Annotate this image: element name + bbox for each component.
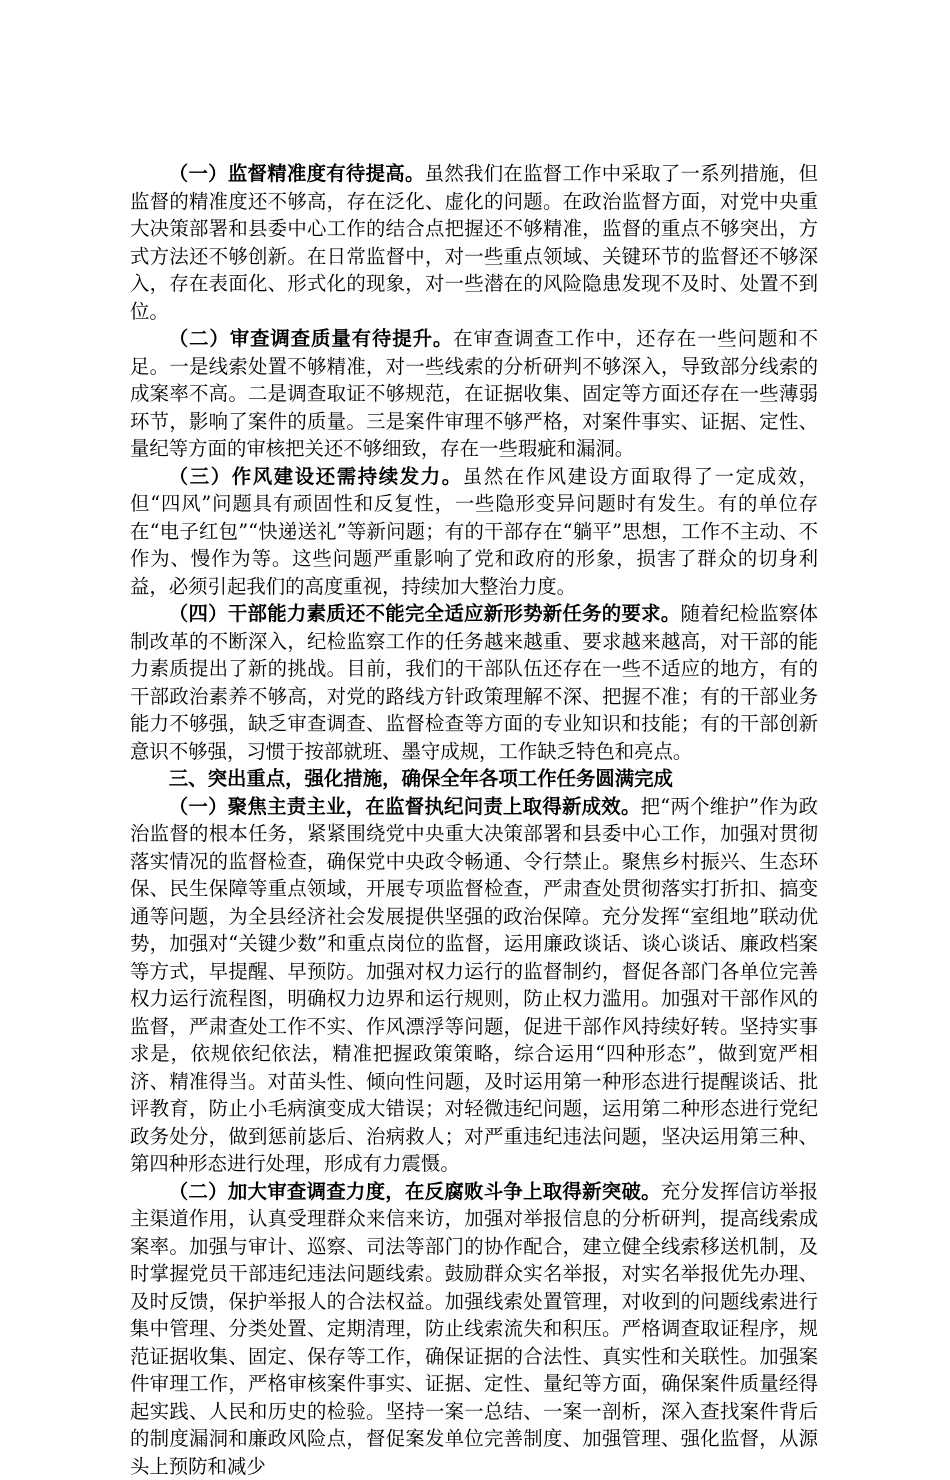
- paragraph-1-heading: （一）监督精准度有待提高。: [169, 162, 425, 185]
- paragraph-2-heading: （二）审查调查质量有待提升。: [169, 327, 453, 350]
- document-page: [130, 160, 818, 1480]
- section-paragraph-1-body: 把“两个维护”作为政治监督的根本任务，紧紧围绕党中央重大决策部署和县委中心工作，加强对贯彻落实情况的监督检查，确保党中央政令畅通、令行禁止。聚焦乡村振兴、生态环保、民生保障等重点领域，开展专项监督检查，严肃查处贯彻落实打折扣、搞变通等问题，为全县经济社会发展提供坚强的政治保障。充分发挥“室组地”联动优势，加强对“关键少数”和重点岗位的监督，运用廉政谈话、谈心谈话、廉政档案等方式，早提醒、早预防。加强对权力运行的监督制约，督促各部门各单位完善权力运行流程图，明确权力边界和运行规则，防止权力滥用。加强对干部作风的监督，严肃查处工作不实、作风漂浮等问题，促进干部作风持续好转。坚持实事求是，依规依纪依法，精准把握政策策略，综合运用“四种形态”，做到宽严相济、精准得当。对苗头性、倾向性问题，及时运用第一种形态进行提醒谈话、批评教育，防止小毛病演变成大错误；对轻微违纪问题，运用第二种形态进行党纪政务处分，做到惩前毖后、治病救人；对严重违纪违法问题，坚决运用第三种、第四种形态进行处理，形成有力震慑。: [130, 795, 818, 1176]
- paragraph-3-body: 虽然在作风建设方面取得了一定成效，但“四风”问题具有顽固性和反复性，一些隐形变异问题时有发生。有的单位存在“电子红包”“快递送礼”等新问题；有的干部存在“躺平”思想，工作不主动、不作为、慢作为等。这些问题严重影响了党和政府的形象，损害了群众的切身利益，必须引起我们的高度重视，持续加大整治力度。: [130, 465, 818, 598]
- paragraph-3-heading: （三）作风建设还需持续发力。: [169, 465, 463, 488]
- section-paragraph-2-body: 充分发挥信访举报主渠道作用，认真受理群众来信来访，加强对举报信息的分析研判，提高线索成案率。加强与审计、巡察、司法等部门的协作配合，建立健全线索移送机制，及时掌握党员干部违纪违法问题线索。鼓励群众实名举报，对实名举报优先办理、及时反馈，保护举报人的合法权益。加强线索处置管理，对收到的问题线索进行集中管理、分类处置、定期清理，防止线索流失和积压。严格调查取证程序，规范证据收集、固定、保存等工作，确保证据的合法性、真实性和关联性。加强案件审理工作，严格审核案件事实、证据、定性、量纪等方面，确保案件质量经得起实践、人民和历史的检验。坚持一案一总结、一案一剖析，深入查找案件背后的制度漏洞和廉政风险点，督促案发单位完善制度、加强管理、强化监督，从源头上预防和减少: [130, 1180, 818, 1478]
- paragraph-2: [130, 325, 818, 463]
- paragraph-4-body: 随着纪检监察体制改革的不断深入，纪检监察工作的任务越来越重、要求越来越高，对干部的能力素质提出了新的挑战。目前，我们的干部队伍还存在一些不适应的地方，有的干部政治素养不够高，对党的路线方针政策理解不深、把握不准；有的干部业务能力不够强，缺乏审查调查、监督检查等方面的专业知识和技能；有的干部创新意识不够强，习惯于按部就班、墨守成规，工作缺乏特色和亮点。: [130, 602, 818, 763]
- paragraph-2-body: 在审查调查工作中，还存在一些问题和不足。一是线索处置不够精准，对一些线索的分析研判不够深入，导致部分线索的成案率不高。二是调查取证不够规范，在证据收集、固定等方面还存在一些薄弱环节，影响了案件的质量。三是案件审理不够严格，对案件事实、证据、定性、量纪等方面的审核把关还不够细致，存在一些瑕疵和漏洞。: [130, 327, 818, 460]
- paragraph-1: [130, 160, 818, 325]
- paragraph-1-body: 虽然我们在监督工作中采取了一系列措施，但监督的精准度还不够高，存在泛化、虚化的问题。在政治监督方面，对党中央重大决策部署和县委中心工作的结合点把握还不够精准，监督的重点不够突出，方式方法还不够创新。在日常监督中，对一些重点领域、关键环节的监督还不够深入，存在表面化、形式化的现象，对一些潜在的风险隐患发现不及时、处置不到位。: [130, 162, 818, 323]
- section-paragraph-1-heading: （一）聚焦主责主业，在监督执纪问责上取得新成效。: [169, 795, 641, 818]
- paragraph-4-heading: （四）干部能力素质还不能完全适应新形势新任务的要求。: [169, 602, 681, 625]
- section-paragraph-2: [130, 1178, 818, 1480]
- section-paragraph-2-heading: （二）加大审查调查力度，在反腐败斗争上取得新突破。: [169, 1180, 661, 1203]
- paragraph-4: [130, 600, 818, 765]
- paragraph-3: [130, 463, 818, 601]
- section-title: 三、突出重点，强化措施，确保全年各项工作任务圆满完成: [130, 765, 818, 793]
- section-paragraph-1: [130, 793, 818, 1178]
